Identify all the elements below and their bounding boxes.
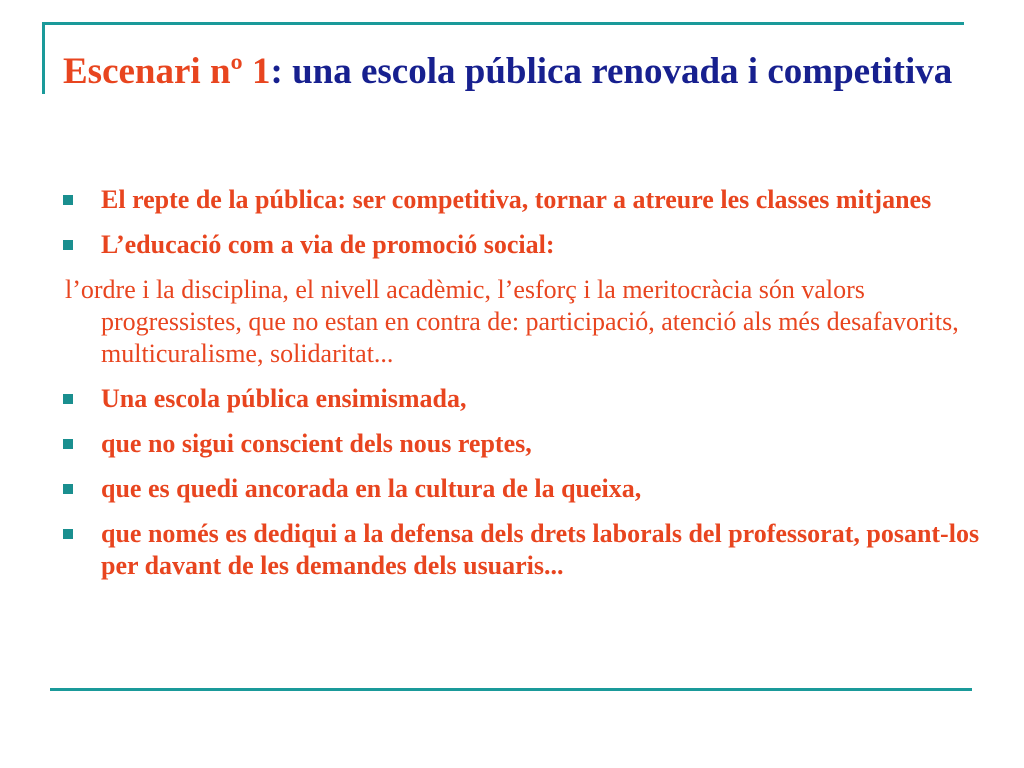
bullet-item (0, 518, 1024, 582)
bullet-item-text: que no sigui conscient dels nous reptes, (101, 429, 532, 458)
square-bullet-icon (63, 195, 73, 205)
square-bullet-icon (63, 529, 73, 539)
bullet-item-text: El repte de la pública: ser competitiva, tornar a atreure les classes mitjanes (101, 185, 932, 214)
square-bullet-icon (63, 240, 73, 250)
bottom-rule (50, 688, 972, 691)
bullet-item-text: Una escola pública ensimismada, (101, 384, 467, 413)
square-bullet-icon (63, 394, 73, 404)
bullet-item (0, 428, 1024, 460)
slide-title-accent: Escenari nº 1 (63, 51, 271, 92)
slide-content (0, 184, 1024, 595)
square-bullet-icon (63, 439, 73, 449)
paragraph-text: l’ordre i la disciplina, el nivell acadèmic, l’esforç i la meritocràcia són valors progressistes, que no estan en contra de: participació, atenció als més desafavorits, multicuralisme, solidaritat... (65, 275, 959, 368)
square-bullet-icon (63, 484, 73, 494)
top-rule-horizontal (42, 22, 964, 25)
bullet-item-text: L’educació com a via de promoció social: (101, 230, 555, 259)
top-rule-vertical (42, 22, 45, 94)
bullet-item (0, 383, 1024, 415)
bullet-item (0, 229, 1024, 261)
bullet-item (0, 473, 1024, 505)
bullet-item-text: que només es dediqui a la defensa dels drets laborals del professorat, posant-los per davant de les demandes dels usuaris... (101, 519, 980, 580)
bullet-item (0, 184, 1024, 216)
slide-title-rest: : una escola pública renovada i competitiva (270, 51, 953, 92)
slide-title (63, 42, 963, 102)
bullet-item-text: que es quedi ancorada en la cultura de la queixa, (101, 474, 642, 503)
